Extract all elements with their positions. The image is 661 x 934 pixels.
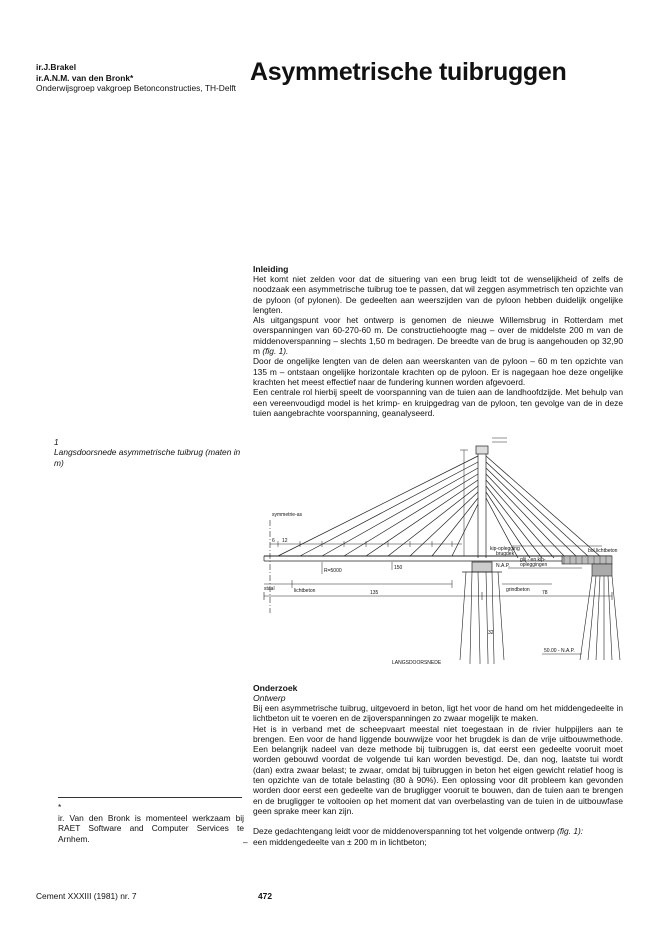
- paragraph: Bij een asymmetrische tuibrug, uitgevoerd in beton, ligt het voor de hand om het middengedeelte in lichtbeton uit te voeren en de zijoverspanningen zo zwaar mogelijk te maken.: [253, 703, 623, 724]
- author-block: [36, 62, 246, 94]
- label-lichtbeton: lichtbeton: [294, 588, 316, 594]
- section-onderzoek: [243, 683, 623, 847]
- label-staal: staal: [264, 586, 275, 592]
- page-number: 472: [258, 891, 272, 901]
- label-opleggingen: opleggingen: [520, 562, 548, 568]
- figure-ref: (fig. 1):: [557, 826, 584, 837]
- label-dim150: 150: [394, 565, 403, 571]
- section-inleiding: [253, 264, 623, 418]
- label-dim6: 6: [272, 538, 275, 544]
- footnote-marker: *: [58, 802, 62, 812]
- label-bollichtbeton: bol.lichtbeton: [588, 548, 618, 554]
- label-grindbeton: grindbeton: [506, 587, 530, 593]
- label-span78: 78: [542, 590, 548, 596]
- pylon-top: [476, 446, 488, 454]
- label-oplegging: kip-oplegging: [490, 546, 520, 552]
- label-span135: 135: [370, 590, 379, 596]
- paragraph: Een centrale rol hierbij speelt de voorspanning van de tuien aan de landhoofdzijde. Met behulp van een vereenvoudigd model is het krimp- en kruipgedrag van de pyloon, ten gevolge van de in deze tuien aangebrachte voorspanning, geanalyseerd.: [253, 387, 623, 418]
- label-nap-bottom: 50.00 - N.A.P.: [544, 648, 575, 654]
- list-item: [243, 836, 623, 847]
- list-item-text: een middengedeelte van ± 200 m in lichtbeton;: [253, 836, 427, 847]
- label-langsdoorsnede: LANGSDOORSNEDE: [392, 660, 442, 666]
- figure-caption: [54, 437, 244, 468]
- author-1: ir.J.Brakel: [36, 62, 77, 72]
- figure-caption-text: Langsdoorsnede asymmetrische tuibrug (maten in m): [54, 447, 241, 468]
- label-nap-mid: N.A.P.: [496, 563, 510, 569]
- label-symmetrie: symmetrie-as: [272, 512, 303, 518]
- paragraph: [253, 826, 623, 836]
- figure-number: 1: [54, 437, 59, 447]
- subsection-heading-ontwerp: Ontwerp: [253, 693, 286, 703]
- section-heading-inleiding: Inleiding: [253, 264, 289, 274]
- label-glij: glij - en kip-: [520, 557, 546, 563]
- journal-info: Cement XXXIII (1981) nr. 7: [36, 891, 137, 901]
- label-brugdek: brugdek: [496, 551, 515, 557]
- paragraph: Het is in verband met de scheepvaart meestal niet toegestaan in de rivier hulppijlers aan te brengen. Een voor de hand liggende bouwwijze voor het brugdek is dan de vrije uitbouwmethode. Een belangrijk nadeel van deze methode bij tuibruggen is, dat eerst een gedeelte vooruit moet worden gebouwd voordat de volgende tui kan worden bevestigd. De, dan nog, laatste tui wordt (dan) extra zwaar belast; te zwaar, omdat bij tuibruggen in beton het eigen gewicht relatief hoog is ten opzichte van de totale belasting (80 à 90%). Een oplossing voor dit probleem kan gevonden worden door eerst een gedeelte van de brugligger vooruit te bouwen, dan de tuien aan te brengen en de brugligger te voltooien op het moment dat van overbelasting van de tuien in de uitbouwfase geen sprake meer kan zijn.: [253, 723, 623, 816]
- list-dash: –: [243, 836, 248, 847]
- author-2: ir.A.N.M. van den Bronk*: [36, 72, 134, 83]
- paragraph: [253, 315, 623, 356]
- paragraph-text: Deze gedachtengang leidt voor de middenoverspanning tot het volgende ontwerp: [253, 826, 555, 837]
- author-affiliation: Onderwijsgroep vakgroep Betonconstructies, TH-Delft: [36, 83, 237, 94]
- section-heading-onderzoek: Onderzoek: [253, 683, 298, 693]
- label-radius: R=5000: [324, 568, 342, 574]
- article-title: Asymmetrische tuibruggen: [250, 58, 567, 86]
- paragraph: Het komt niet zelden voor dat de situering van een brug leidt tot de wenselijkheid of zelfs de noodzaak een asymmetrische tuibrug toe te passen, dat wil zeggen asymmetrisch ten opzichte van de pyloon (of pylonen). De gedeelten aan weerszijden van de pyloon hebben duidelijk ongelijke lengten.: [253, 274, 623, 315]
- figure-bridge-diagram: [252, 428, 652, 668]
- footnote-text: ir. Van den Bronk is momenteel werkzaam bij RAET Software and Computer Services te Arnhem.: [58, 813, 244, 844]
- footnote-divider: [58, 797, 242, 798]
- paragraph-text: Als uitgangspunt voor het ontwerp is genomen de nieuwe Willemsbrug in Rotterdam met overspanningen van 60-270-60 m. De constructiehoogte mag – over de middelste 200 m van de middenoverspanning – slechts 1,50 m bedragen. De breedte van de brug is aangehouden op 32,90 m: [253, 315, 623, 357]
- label-dim32: 32: [488, 630, 494, 636]
- paragraph: Door de ongelijke lengten van de delen aan weerskanten van de pyloon – 60 m ten opzichte van 135 m – ontstaan ongelijke horizontale krachten op de pyloon. Er is nagegaan hoe deze ongelijke krachten het meest effectief naar de fundering kunnen worden afgevoerd.: [253, 356, 623, 387]
- figure-ref: (fig. 1).: [262, 346, 289, 357]
- label-dim12: 12: [282, 538, 288, 544]
